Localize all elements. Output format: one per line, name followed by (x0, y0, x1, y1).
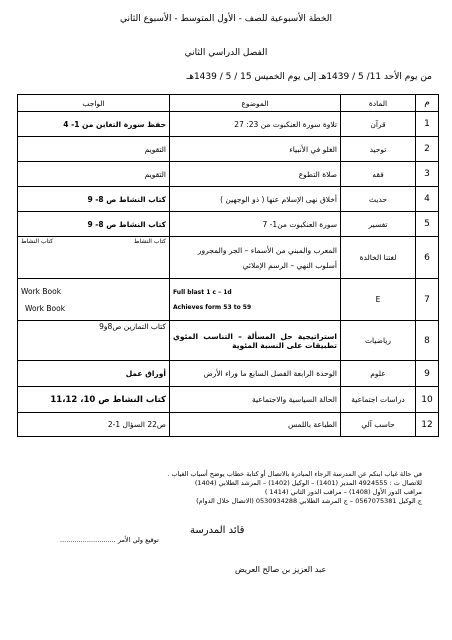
table-row (18, 187, 439, 212)
row-homework: ص22 السؤال 1-2 (18, 413, 170, 437)
note-line: للاتصال ت : 4924555 المدير (1401) – الوكيل (1402) – المرشد الطلابي (1404) (194, 479, 422, 487)
row-homework: التقويم (18, 137, 170, 162)
table-row (18, 413, 439, 437)
note-line: في حالة غياب ابنكم عن المدرسة الرجاء المبادرة بالاتصال أو كتابة خطاب يوضح أسباب الغياب . (167, 470, 422, 478)
row-num: 3 (416, 162, 439, 187)
manager-title: قائد المدرسة (190, 525, 245, 536)
row-subject: لغتنا الخالدة (341, 237, 416, 279)
row-topic: الحالة السياسية والاجتماعية (170, 387, 341, 413)
table-row (18, 361, 439, 387)
header-homework: الواجب (18, 95, 170, 112)
row-homework: كتاب التمارين ص8و9 (18, 321, 170, 361)
row-homework-line: Work Book (25, 303, 66, 313)
table-row (18, 321, 439, 361)
row-homework-line: Work Book (21, 286, 62, 296)
row-topic-line: أسلوب النهي – الرسم الإملائي (242, 260, 337, 270)
row-subject: قرآن (341, 112, 416, 137)
note-line: ج الوكيل 0567075381 – ج المرشد الطلابي 0530934288 (الاتصال خلال الدوام) (196, 497, 422, 505)
row-homework: التقويم (18, 162, 170, 187)
manager-name: عبد العزيز بن صالح العريض (235, 565, 327, 574)
row-num: 5 (416, 212, 439, 237)
weekly-plan-table (17, 94, 439, 437)
row-subject: رياضيات (341, 321, 416, 361)
row-topic (170, 279, 341, 321)
row-topic: تلاوة سورة العنكبوت من 23: 27 (170, 112, 341, 137)
notes-block (22, 470, 422, 506)
row-num: 7 (416, 279, 439, 321)
row-homework-line: كتاب النشاط (21, 238, 54, 245)
row-num: 4 (416, 187, 439, 212)
row-topic-line: المعرب والمبني من الأسماء – الجر والمجرور (197, 245, 337, 255)
row-subject: فقه (341, 162, 416, 187)
row-homework: كتاب النشاط ص 10، 11،12 (18, 387, 170, 413)
header-num: م (416, 95, 439, 112)
date-range: من يوم الأحد 11/ 5 / 1439هـ إلى يوم الخميس 15 / 5 / 1439هـ (186, 72, 432, 82)
row-topic: الطباعة باللمس (170, 413, 341, 437)
row-num: 12 (416, 413, 439, 437)
row-topic: أخلاق نهى الإسلام عنها ( ذو الوجهين ) (170, 187, 341, 212)
table-row (18, 387, 439, 413)
row-homework-line: كتاب النشاط (133, 238, 166, 245)
table-row (18, 137, 439, 162)
table-row (18, 279, 439, 321)
table-row (18, 212, 439, 237)
row-num: 8 (416, 321, 439, 361)
row-homework: حفظ سورة التغابن من 1- 4 (18, 112, 170, 137)
row-homework (18, 279, 170, 321)
row-subject: توحيد (341, 137, 416, 162)
row-homework: أوراق عمل (18, 361, 170, 387)
row-num: 2 (416, 137, 439, 162)
table-header-row (18, 95, 439, 112)
note-line: مراقب الدور الأول (1408) – مراقب الدور الثاني (1414 ) (264, 488, 422, 496)
table-row (18, 237, 439, 279)
row-topic: صلاة التطوع (170, 162, 341, 187)
header-subject: المادة (341, 95, 416, 112)
row-homework (18, 237, 170, 279)
row-subject: تفسير (341, 212, 416, 237)
row-subject: علوم (341, 361, 416, 387)
row-topic: الوحدة الرابعة الفصل السابع ما وراء الأرض (170, 361, 341, 387)
row-homework: كتاب النشاط ص 8- 9 (18, 187, 170, 212)
row-homework: كتاب النشاط ص 8- 9 (18, 212, 170, 237)
row-num: 10 (416, 387, 439, 413)
semester-label: الفصل الدراسي الثاني (184, 48, 268, 58)
row-topic (170, 237, 341, 279)
parent-signature: توقيع ولي الأمر ........................... (60, 536, 159, 544)
table-row (18, 162, 439, 187)
row-topic: الغلو في الأنبياء (170, 137, 341, 162)
row-num: 9 (416, 361, 439, 387)
row-num: 6 (416, 237, 439, 279)
row-subject: E (341, 279, 416, 321)
row-topic-line: Achieves form 53 to 59 (173, 303, 252, 311)
header-topic: الموضوع (170, 95, 341, 112)
row-subject: دراسات اجتماعية (341, 387, 416, 413)
row-topic: استراتيجية حل المسألة – التناسب المئوي تطبيقات على النسبة المئوية (170, 321, 341, 361)
plan-title: الخطة الأسبوعية للصف - الأول المتوسط - الأسبوع الثاني (120, 14, 332, 24)
row-subject: حاسب آلي (341, 413, 416, 437)
row-num: 1 (416, 112, 439, 137)
row-subject: حديث (341, 187, 416, 212)
row-topic-line: Full blast 1 c – 1d (173, 288, 232, 296)
table-row (18, 112, 439, 137)
row-topic: سورة العنكبوت من1- 7 (170, 212, 341, 237)
